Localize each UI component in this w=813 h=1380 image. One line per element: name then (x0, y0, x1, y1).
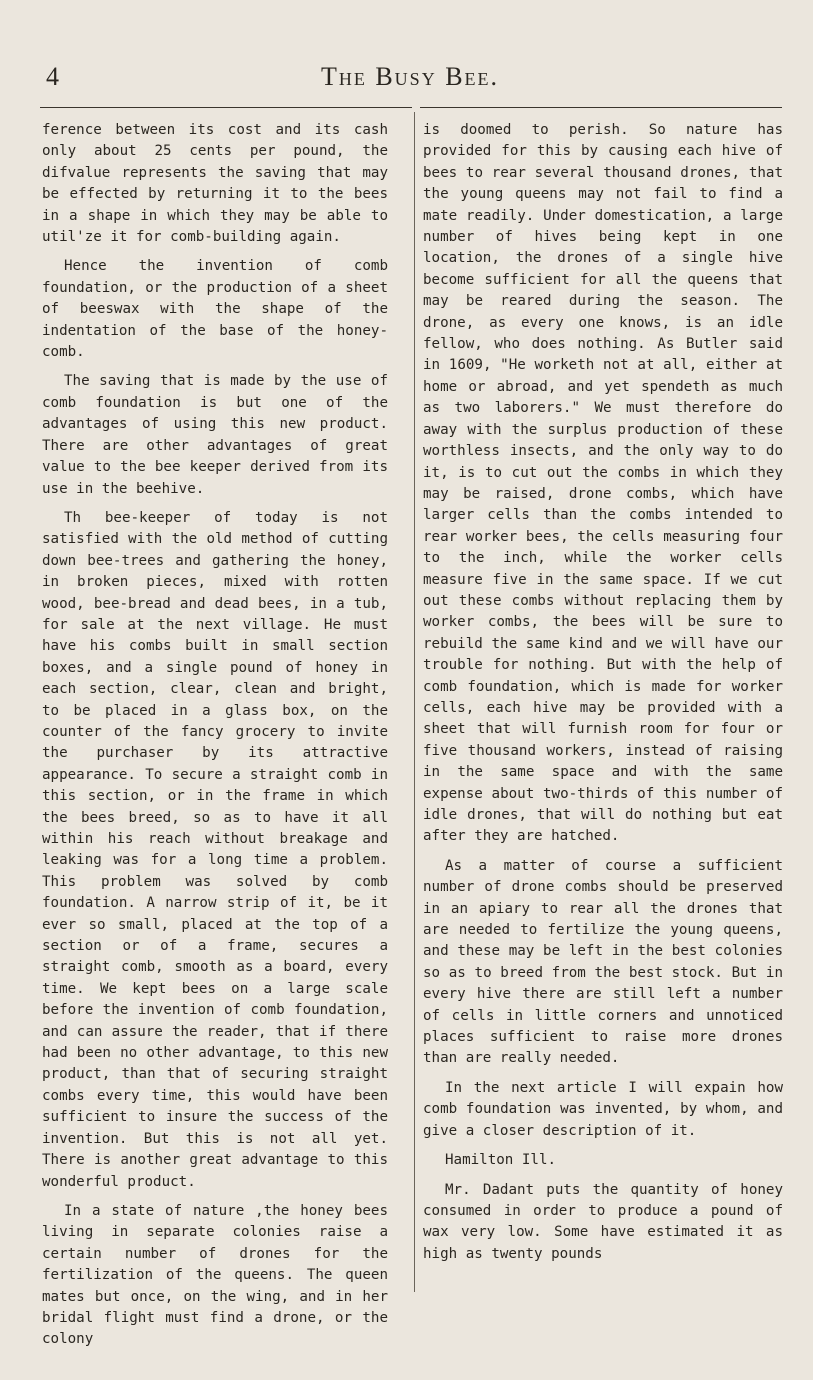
paragraph: ference between its cost and its cash only about 25 cents per pound, the difvalue represents the saving that may be effected by returning it to the bees in a shape in which they may be able to util'ze it for comb-building again. (42, 122, 388, 246)
paragraph: Mr. Dadant puts the quantity of honey consumed in order to produce a pound of wax very low. Some have estimated it as high as twenty pounds (423, 1181, 783, 1262)
paragraph: In a state of nature ,the honey bees living in separate colonies raise a certain number of drones for the fertilization of the queens. The queen mates but once, on the wing, and in her bridal flight must find a drone, or the colony (42, 1202, 388, 1348)
paragraph: Hence the invention of comb foundation, or the production of a sheet of beeswax with the shape of the indentation of the base of the honey-comb. (42, 258, 388, 361)
paragraph: Th bee-keeper of today is not satisfied with the old method of cutting down bee-trees and gathering the honey, in broken pieces, mixed with rotten wood, bee-bread and dead bees, in a tub, for sale at the next village. He must have his combs built in small section boxes, and a single pound of honey in each section, clear, clean and bright, to be placed in a glass box, on the counter of the fancy grocery to invite the purchaser by its attractive appearance. To secure a straight comb in this section, or in the frame in which the bees breed, so as to have it all within his reach without breakage and leaking was for a long time a problem. This problem was solved by comb foundation. A narrow strip of it, be it ever so small, placed at the top of a section or of a frame, secures a straight comb, smooth as a board, every time. We kept bees on a large scale before the invention of comb foundation, and can assure the reader, that if there had been no other advantage, to this new product, than that of securing straight combs every time, this would have been sufficient to insure the success of the invention. But this is not all yet. There is another great advantage to this wonderful product. (42, 509, 388, 1190)
running-title: The Busy Bee. (320, 62, 500, 91)
paragraph: As a matter of course a sufficient number of drone combs should be preserved in an apiary to rear all the drones that are needed to fertilize the young queens, and these may be left in the best colonies so as to breed from the best stock. But in every hive there are still left a number of cells in little corners and unnoticed places sufficient to raise more drones than are really needed. (423, 857, 783, 1067)
paragraph: is doomed to perish. So nature has provided for this by causing each hive of bees to rear several thousand drones, that the young queens may not fail to find a mate readily. Under domestication, a large number of hives being kept in one location, the drones of a single hive become sufficient for all the queens that may be reared during the season. The drone, as every one knows, is an idle fellow, who does nothing. As Butler said in 1609, "He worketh not at all, either at home or abroad, and yet spendeth as much as two laborers." We must therefore do away with the surplus production of these worthless insects, and the only way to do it, is to cut out the combs in which they may be raised, drone combs, which have larger cells than the combs intended to rear worker bees, the cells measuring four to the inch, while the worker cells measure five in the same space. If we cut out these combs without replacing them by worker combs, the bees will be sure to rebuild the same kind and we will have our trouble for nothing. But with the help of comb foundation, which is made for worker cells, each hive may be provided with a sheet that will furnish room for four or five thousand workers, instead of raising in the same space and with the same expense about two-thirds of this number of idle drones, that will do nothing but eat after they are hatched. (423, 122, 783, 845)
right-column (423, 120, 783, 1273)
paragraph: In the next article I will expain how comb foundation was invented, by whom, and give a closer description of it. (423, 1079, 783, 1139)
header-rule-right (420, 107, 782, 108)
page-number: 4 (46, 62, 59, 91)
signature-line: Hamilton Ill. (445, 1152, 557, 1169)
column-divider (414, 112, 415, 1292)
header-rule-left (40, 107, 412, 108)
left-column (42, 120, 388, 1359)
paragraph: The saving that is made by the use of comb foundation is but one of the advantages of using this new product. There are other advantages of great value to the bee keeper derived from its use in the beehive. (42, 373, 388, 497)
page-header (40, 60, 780, 100)
